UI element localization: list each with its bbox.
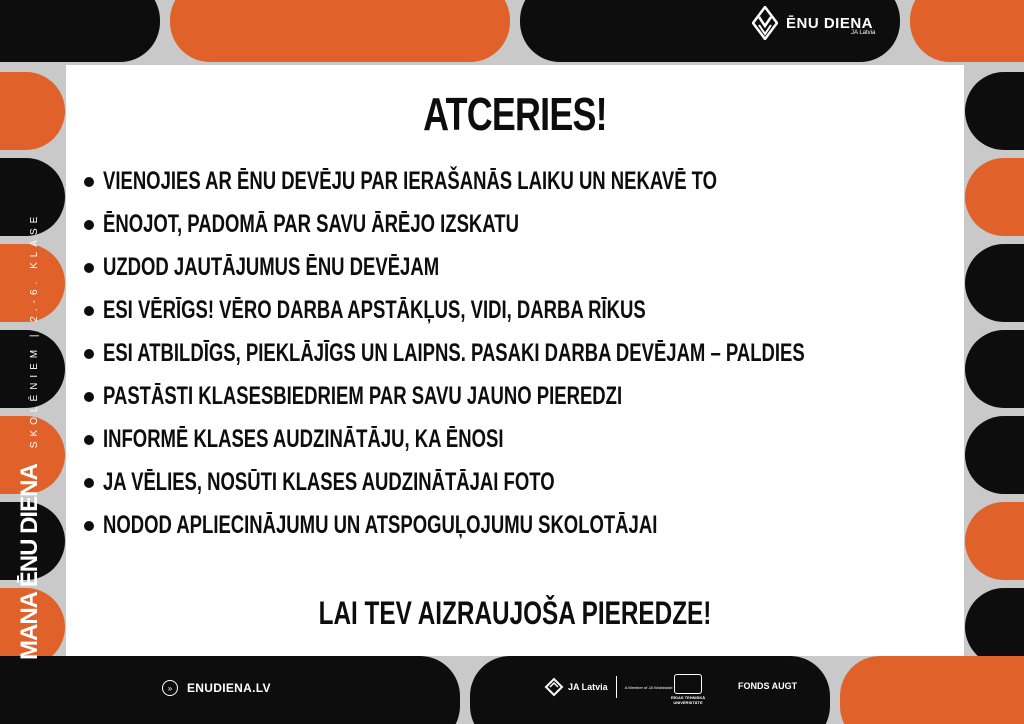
- logo-subtext: JA Latvia: [851, 30, 876, 36]
- list-item-text: NODOD APLIECINĀJUMU UN ATSPOGUĻOJUMU SKOLOTĀJAI: [103, 511, 658, 539]
- website-link[interactable]: [162, 680, 271, 696]
- list-item-text: ĒNOJOT, PADOMĀ PAR SAVU ĀRĒJO IZSKATU: [103, 210, 519, 238]
- list-item: [84, 461, 1024, 504]
- list-item-text: PASTĀSTI KLASESBIEDRIEM PAR SAVU JAUNO PIEREDZI: [103, 382, 623, 410]
- list-item: [84, 203, 1024, 246]
- double-chevron-right-icon: »: [162, 680, 178, 696]
- rtu-logo: [668, 674, 708, 705]
- list-item-text: UZDOD JAUTĀJUMUS ĒNU DEVĒJAM: [103, 253, 440, 281]
- bg-pill-orange: [910, 0, 1024, 62]
- enu-diena-diamond-icon: [752, 6, 778, 40]
- bg-pill-orange: [840, 656, 1024, 724]
- side-caption: [18, 212, 42, 660]
- logo-text: ĒNU DIENA: [786, 14, 874, 32]
- rtu-name: RĪGAS TEHNISKĀ UNIVERSITĀTE: [670, 695, 706, 705]
- list-item-text: JA VĒLIES, NOSŪTI KLASES AUDZINĀTĀJAI FOTO: [103, 468, 555, 496]
- reminder-list: [84, 160, 1024, 547]
- bullet-icon: [84, 177, 94, 187]
- card-title: ATCERIES!: [423, 88, 607, 140]
- side-subtitle: SKOLĒNIEM | 2.-6. KLASE: [29, 211, 40, 449]
- bg-pill-black: [965, 72, 1024, 150]
- ja-latvia-tagline: A Member of JA Worldwide: [624, 684, 673, 690]
- bullet-icon: [84, 478, 94, 488]
- list-item: [84, 332, 1024, 375]
- list-item-text: ESI VĒRĪGS! VĒRO DARBA APSTĀKĻUS, VIDI, DARBA RĪKUS: [103, 296, 646, 324]
- list-item-text: VIENOJIES AR ĒNU DEVĒJU PAR IERAŠANĀS LAIKU UN NEKAVĒ TO: [103, 167, 718, 195]
- list-item-text: ESI ATBILDĪGS, PIEKLĀJĪGS UN LAIPNS. PASAKI DARBA DEVĒJAM – PALDIES: [103, 339, 805, 367]
- bg-pill-orange: [0, 72, 65, 150]
- ja-latvia-name: JA Latvia: [568, 681, 608, 692]
- bullet-icon: [84, 220, 94, 230]
- list-item: [84, 375, 1024, 418]
- bullet-icon: [84, 435, 94, 445]
- reminder-card: [66, 65, 964, 656]
- enu-diena-logo[interactable]: [752, 6, 876, 40]
- bg-pill-black: [965, 588, 1024, 666]
- divider: [616, 676, 617, 698]
- list-item: [84, 160, 1024, 203]
- bullet-icon: [84, 306, 94, 316]
- bg-pill-black: [0, 0, 160, 62]
- list-item-text: INFORMĒ KLASES AUDZINĀTĀJU, KA ĒNOSI: [103, 425, 504, 453]
- side-title: MANA ĒNU DIENA: [16, 464, 43, 660]
- list-item: [84, 246, 1024, 289]
- ja-latvia-mark-icon: [544, 677, 564, 697]
- website-link-text: ENUDIENA.LV: [187, 681, 271, 695]
- bullet-icon: [84, 349, 94, 359]
- bullet-icon: [84, 392, 94, 402]
- list-item: [84, 418, 1024, 461]
- closing-message: LAI TEV AIZRAUJOŠA PIEREDZE!: [318, 595, 712, 631]
- bullet-icon: [84, 263, 94, 273]
- bullet-icon: [84, 521, 94, 531]
- list-item: [84, 289, 1024, 332]
- list-item: [84, 504, 1024, 547]
- fonds-augt-logo: FONDS AUGT: [738, 681, 798, 691]
- rtu-crest-icon: [674, 674, 702, 694]
- bg-pill-orange: [170, 0, 510, 62]
- ja-latvia-logo: [544, 676, 673, 698]
